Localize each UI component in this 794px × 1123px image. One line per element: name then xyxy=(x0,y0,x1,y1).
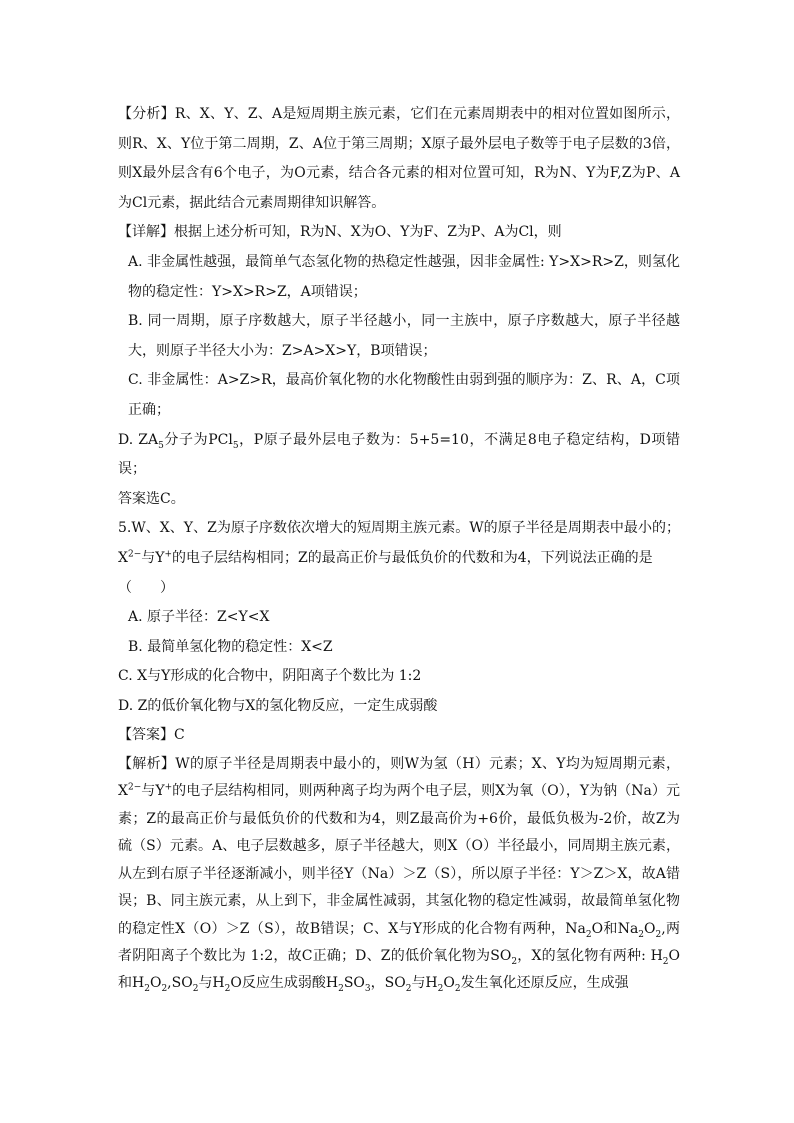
superscript: 2− xyxy=(127,549,142,560)
subscript: 2 xyxy=(638,929,645,940)
subscript: 2 xyxy=(224,984,231,995)
subscript: 2 xyxy=(454,984,461,995)
subscript: 2 xyxy=(662,956,669,967)
text: 5.W、X、Y、Z为原子序数依次增大的短周期主族元素。W的原子半径是周期表中最小的； xyxy=(118,520,680,537)
choice-d: D. Z的低价氧化物与X的氢化物反应，一定生成弱酸 xyxy=(118,697,438,714)
subscript: 5 xyxy=(232,440,239,451)
text: X xyxy=(118,783,128,800)
subscript: 5 xyxy=(158,440,164,451)
choice-c: C. X与Y形成的化合物中，阴阳离子个数比为 1:2 xyxy=(118,668,422,685)
question-5-stem xyxy=(118,514,680,573)
analysis-paragraph-1: 【分析】R、X、Y、Z、A是短周期主族元素，它们在元素周期表中的相对位置如图所示，则R、X、Y位于第二周期，Z、A位于第三周期；X原子最外层电子数等于电子层数的3倍，则X最外层含有6个电子，为O元素，结合各元素的相对位置可知，R为N、Y为F,Z为P、A为Cl元素，据此结合元素周期律知识解答。 xyxy=(118,106,680,211)
text: ，X的氢化物有两种: H xyxy=(517,947,663,964)
superscript: + xyxy=(164,549,173,560)
subscript: 2 xyxy=(144,984,150,995)
text: Na xyxy=(617,920,639,937)
text: O和 xyxy=(591,920,618,937)
text: 与Y xyxy=(141,783,165,800)
question-5-blank: （ ） xyxy=(118,579,174,596)
text: O xyxy=(149,975,162,992)
detail-paragraph: 【详解】根据上述分析可知，R为N、X为O、Y为F、Z为P、A为Cl，则 xyxy=(118,224,562,241)
text: ,SO xyxy=(167,975,193,992)
text: ，P原子最外层电子数为：5+5=10，不满足8电子稳定结构，D项错误； xyxy=(118,431,681,478)
text: ,两者阴阳离子个数比为 1:2，故C正确；D、Z的低价氧化物为SO xyxy=(118,920,680,964)
subscript: 2 xyxy=(655,929,662,940)
text: SO xyxy=(343,975,365,992)
subscript: 3 xyxy=(364,984,371,995)
option-c-explanation: C. 非金属性：A>Z>R，最高价氧化物的水化物酸性由弱到强的顺序为：Z、R、A，C项正确； xyxy=(128,372,680,418)
subscript: 2 xyxy=(161,984,168,995)
document-body xyxy=(118,100,680,998)
subscript: 2 xyxy=(338,984,344,995)
text: 与H xyxy=(198,975,225,992)
superscript: + xyxy=(164,782,173,793)
option-a-explanation: A. 非金属性越强，最简单气态氢化物的热稳定性越强，因非金属性: Y>X>R>Z，则氢化物的稳定性：Y>X>R>Z，A项错误； xyxy=(128,253,680,300)
text: 与Y xyxy=(141,549,165,566)
text: 发生氧化还原反应，生成强 xyxy=(460,975,629,992)
text: O和H xyxy=(118,947,680,992)
text: 【解析】W的原子半径是周期表中最小的，则W为氢（H）元素；X、Y均为短周期元素， xyxy=(118,756,680,773)
subscript: 2 xyxy=(192,984,199,995)
text: ，SO xyxy=(370,975,406,992)
text: X xyxy=(118,549,128,566)
text: O xyxy=(644,920,656,937)
subscript: 2 xyxy=(511,956,518,967)
text: O反应生成弱酸H xyxy=(230,975,339,992)
text: 的电子层结构相同；Z的最高正价与最低负价的代数和为4，下列说法正确的是 xyxy=(172,549,653,566)
answer-line-1: 答案选C。 xyxy=(118,490,185,507)
text: 的电子层结构相同，则两种离子均为两个电子层，则X为氧（O），Y为钠（Na）元素；Z的最高正价与最低负价的代数和为4，则Z最高价为+6价，最低负极为-2价，故Z为硫（S）元素。A、电子层数越多，原子半径越大，则X（O）半径最小，同周期主族元素，从左到右原子半径逐渐减小，则半径Y（Na）＞Z（S），所以原子半径：Y＞Z＞X，故A错误；B、同主族元素，从上到下，非金属性减弱，其氢化物的稳定性减弱，故最简单氢化物的稳定性X（O）＞Z（S），故B错误；C、X与Y形成的化合物有两种， xyxy=(118,783,680,937)
text: D. ZA xyxy=(118,431,159,448)
text: 分子为PCl xyxy=(163,431,233,448)
subscript: 2 xyxy=(405,984,412,995)
text: O xyxy=(443,975,455,992)
answer-line-2: 【答案】C xyxy=(118,727,185,744)
option-b-explanation: B. 同一周期，原子序数越大，原子半径越小，同一主族中，原子序数越大，原子半径越大，则原子半径大小为：Z>A>X>Y，B项错误； xyxy=(128,313,680,359)
subscript: 2 xyxy=(585,929,592,940)
choice-a: A. 原子半径：Z<Y<X xyxy=(128,609,270,626)
option-d-explanation xyxy=(118,426,680,485)
text: 与H xyxy=(411,975,438,992)
analysis-paragraph-2 xyxy=(118,751,680,998)
subscript: 2 xyxy=(437,984,444,995)
choice-b: B. 最简单氢化物的稳定性：X<Z xyxy=(128,638,333,655)
text: Na xyxy=(565,920,586,937)
superscript: 2− xyxy=(127,782,142,793)
